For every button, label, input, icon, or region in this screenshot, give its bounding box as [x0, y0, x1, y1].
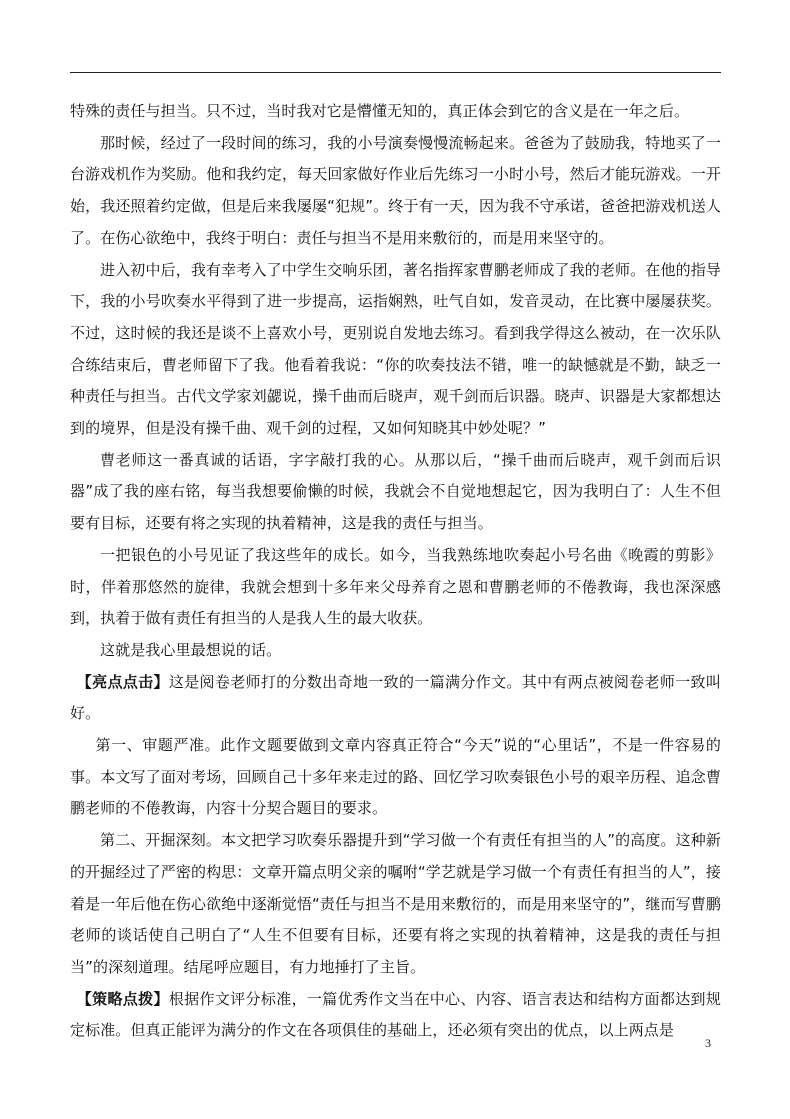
paragraph-motto: 曹老师这一番真诚的话语，字字敲打我的心。从那以后，“操千曲而后晓声，观千剑而后识器”成了我的座右铭，每当我想要偷懒的时候，我就会不自觉地想起它，因为我明白了：人生不但要有目标，还要有将之实现的执着精神，这是我的责任与担当。 — [70, 450, 721, 533]
paragraph-orchestra: 进入初中后，我有幸考入了中学生交响乐团，著名指挥家曹鹏老师成了我的老师。在他的指导下，我的小号吹奏水平得到了进一步提高，运指娴熟，吐气自如，发音灵动，在比赛中屡屡获奖。不过，这时候的我还是谈不上喜欢小号，更别说自发地去练习。看到我学得这么被动，在一次乐队合练结束后，曹老师留下了我。他看着我说：“你的吹奏技法不错，唯一的缺憾就是不勤，缺乏一种责任与担当。古代文学家刘勰说，操千曲而后晓声，观千剑而后识器。晓声、识器是大家都想达到的境界，但是没有操千曲、观千剑的过程，又如何知晓其中妙处呢？” — [70, 260, 721, 438]
document-body — [70, 96, 721, 1047]
paragraph-game-console: 那时候，经过了一段时间的练习，我的小号演奏慢慢流畅起来。爸爸为了鼓励我，特地买了一台游戏机作为奖励。他和我约定，每天回家做好作业后先练习一小时小号，然后才能玩游戏。一开始，我还照着约定做，但是后来我屡屡“犯规”。终于有一天，因为我不守承诺，爸爸把游戏机送人了。在伤心欲绝中，我终于明白：责任与担当不是用来敷衍的，而是用来坚守的。 — [70, 133, 721, 247]
point-one: 第一、审题严准。此作文题要做到文章内容真正符合“今天”说的“心里话”，不是一件容易的事。本文写了面对考场，回顾自己十多年来走过的路、回忆学习吹奏银色小号的艰辛历程、追念曹鹏老师的不倦教诲，内容十分契合题目的要求。 — [70, 736, 721, 818]
strategy-tip — [70, 984, 721, 1047]
header-rule — [70, 72, 721, 73]
highlight-label: 【亮点点击】 — [76, 672, 169, 691]
paragraph-growth: 一把银色的小号见证了我这些年的成长。如今，当我熟练地吹奏起小号名曲《晚霞的剪影》时，伴着那悠然的旋律，我就会想到十多年来父母养育之恩和曹鹏老师的不倦教诲，我也深深感到，执着于做有责任有担当的人是我人生的最大收获。 — [70, 545, 721, 628]
highlight-comment — [70, 667, 721, 730]
strategy-label: 【策略点拨】 — [76, 989, 169, 1008]
paragraph-closing: 这就是我心里最想说的话。 — [100, 640, 282, 659]
point-two: 第二、开掘深刻。本文把学习吹奏乐器提升到“学习做一个有责任有担当的人”的高度。这种新的开掘经过了严密的构思：文章开篇点明父亲的嘱咐“学艺就是学习做一个有责任有担当的人”，接着是一年后他在伤心欲绝中逐渐觉悟“责任与担当不是用来敷衍的，而是用来坚守的”，继而写曹鹏老师的谈话使自己明白了“人生不但要有目标，还要有将之实现的执着精神，这是我的责任与担当”的深刻道理。结尾呼应题目，有力地捶打了主旨。 — [70, 831, 721, 976]
paragraph-continuation: 特殊的责任与担当。只不过，当时我对它是懵懂无知的，真正体会到它的含义是在一年之后。 — [70, 102, 690, 120]
strategy-text: 根据作文评分标准，一篇优秀作文当在中心、内容、语言表达和结构方面都达到规定标准。但真正能评为满分的作文在各项俱佳的基础上，还必须有突出的优点，以上两点是 — [70, 989, 721, 1040]
highlight-text: 这是阅卷老师打的分数出奇地一致的一篇满分作文。其中有两点被阅卷老师一致叫好。 — [70, 672, 721, 723]
page-number: 3 — [705, 1036, 711, 1050]
